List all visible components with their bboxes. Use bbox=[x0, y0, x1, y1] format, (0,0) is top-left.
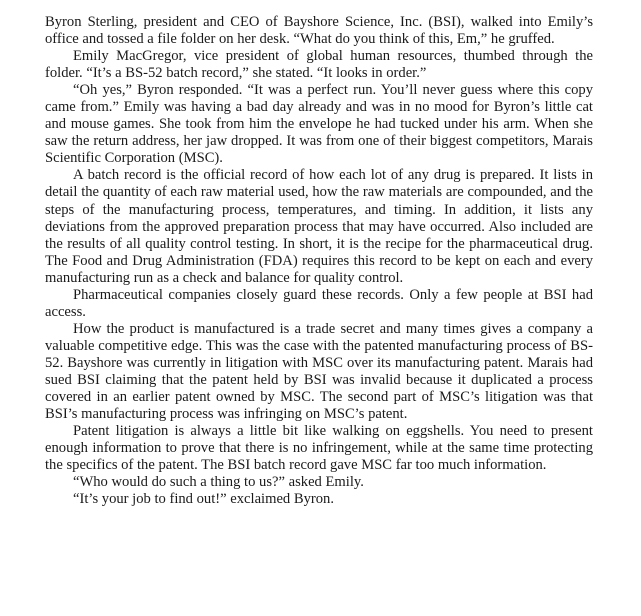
paragraph-1: Byron Sterling, president and CEO of Bayshore Science, Inc. (BSI), walked into Emily’s office and tossed a file folder on her desk. “What do you think of this, Em,” he gruffed. bbox=[45, 14, 593, 48]
paragraph-8: “Who would do such a thing to us?” asked Emily. bbox=[73, 474, 364, 491]
paragraph-6: How the product is manufactured is a trade secret and many times gives a company a valuable competitive edge. This was the case with the patented manufacturing process of BS-52. Bayshore was currently in litigation with MSC over its manufacturing patent. Marais had sued BSI claiming that the patent held by BSI was invalid because it duplicated a process covered in an earlier patent owned by MSC. The second part of MSC’s litigation was that BSI’s manufacturing process was infringing on MSC’s patent. bbox=[45, 320, 593, 423]
document-page bbox=[45, 14, 593, 508]
paragraph-7: Patent litigation is always a little bit like walking on eggshells. You need to present enough information to prove that there is no infringement, while at the same time protecting the specifics of the patent. The BSI batch record gave MSC far too much information. bbox=[45, 423, 593, 474]
paragraph-5: Pharmaceutical companies closely guard these records. Only a few people at BSI had access. bbox=[45, 286, 593, 320]
paragraph-2: Emily MacGregor, vice president of global human resources, thumbed through the folder. “It’s a BS-52 batch record,” she stated. “It looks in order.” bbox=[45, 48, 593, 82]
paragraph-4: A batch record is the official record of how each lot of any drug is prepared. It lists in detail the quantity of each raw material used, how the raw materials are compounded, and the steps of the manufacturing process, temperatures, and timing. In addition, it lists any deviations from the approved preparation process that may have occurred. Also included are the results of all quality control testing. In short, it is the recipe for the pharmaceutical drug. The Food and Drug Administration (FDA) requires this record to be kept on each and every manufacturing run as a check and balance for quality control. bbox=[45, 167, 593, 286]
paragraph-3: “Oh yes,” Byron responded. “It was a perfect run. You’ll never guess where this copy came from.” Emily was having a bad day already and was in no mood for Byron’s little cat and mouse games. She took from him the envelope he had tucked under his arm. When she saw the return address, her jaw dropped. It was from one of their biggest competitors, Marais Scientific Corporation (MSC). bbox=[45, 82, 593, 167]
paragraph-9: “It’s your job to find out!” exclaimed Byron. bbox=[73, 491, 335, 508]
